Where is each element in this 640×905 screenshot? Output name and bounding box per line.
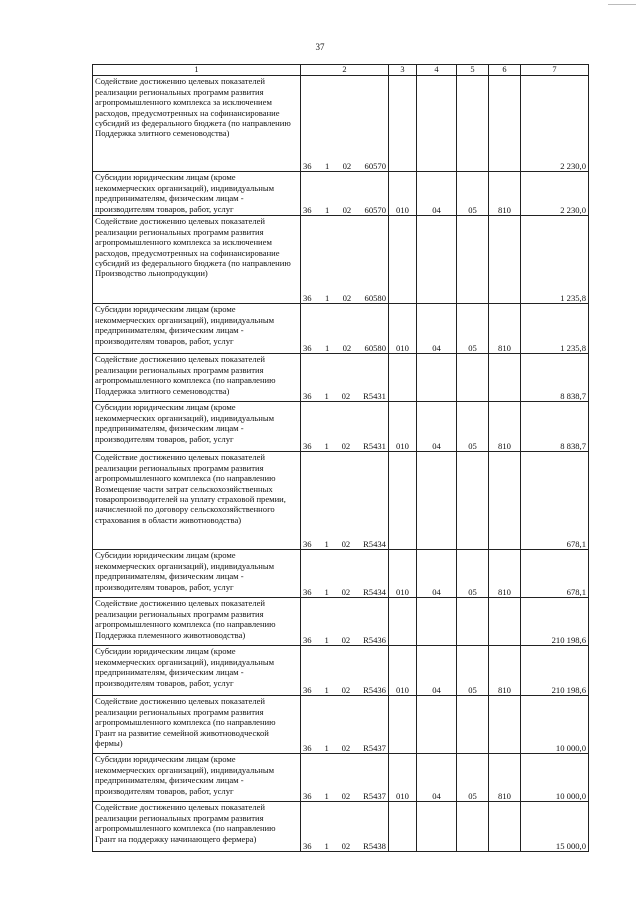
row-amount: 678,1: [521, 452, 589, 550]
row-col-4: [417, 76, 457, 172]
code-direction: R5437: [363, 791, 386, 801]
row-col-6: 810: [489, 304, 521, 354]
row-amount: 210 198,6: [521, 598, 589, 646]
table-row: [93, 304, 589, 354]
code-program: 36: [303, 205, 312, 215]
row-col-6: 810: [489, 172, 521, 216]
row-col-5: 05: [457, 646, 489, 696]
row-code: [301, 802, 389, 852]
row-description: Субсидии юридическим лицам (кроме некоммерческих организаций), индивидуальным предпринимателям, физическим лицам - производителям товаров, работ, услуг: [93, 754, 301, 802]
header-col-1: 1: [93, 65, 301, 76]
code-program: 36: [303, 293, 312, 303]
table-row: [93, 76, 589, 172]
code-program: 36: [303, 685, 312, 695]
row-col-4: [417, 696, 457, 754]
row-col-6: [489, 76, 521, 172]
table-row: [93, 402, 589, 452]
table-row: [93, 696, 589, 754]
row-amount: 210 198,6: [521, 646, 589, 696]
row-col-6: [489, 216, 521, 304]
row-description: Содействие достижению целевых показателей реализации региональных программ развития агропромышленного комплекса за исключением расходов, предусмотренных на софинансирование субсидий из федерального бюджета (по направлению Поддержка элитного семеноводства): [93, 76, 301, 172]
code-event: 02: [341, 841, 351, 851]
row-col-4: [417, 354, 457, 402]
row-code: [301, 354, 389, 402]
row-col-4: [417, 216, 457, 304]
code-direction: R5431: [363, 391, 386, 401]
row-col-6: [489, 354, 521, 402]
row-code: [301, 696, 389, 754]
row-col-3: [389, 452, 417, 550]
row-col-6: 810: [489, 402, 521, 452]
row-code: [301, 550, 389, 598]
code-direction: 60580: [364, 293, 386, 303]
code-direction: R5438: [363, 841, 386, 851]
code-direction: R5437: [363, 743, 386, 753]
row-col-6: 810: [489, 646, 521, 696]
row-code: [301, 646, 389, 696]
code-event: 02: [342, 343, 352, 353]
row-col-4: 04: [417, 754, 457, 802]
row-col-3: [389, 696, 417, 754]
header-row: [93, 65, 589, 76]
code-direction: R5434: [363, 587, 386, 597]
table-row: [93, 550, 589, 598]
code-event: 02: [341, 539, 351, 549]
row-col-4: 04: [417, 646, 457, 696]
row-col-4: 04: [417, 402, 457, 452]
header-col-7: 7: [521, 65, 589, 76]
table-row: [93, 802, 589, 852]
code-program: 36: [303, 343, 312, 353]
code-subprogram: 1: [324, 205, 330, 215]
row-amount: 10 000,0: [521, 696, 589, 754]
header-col-3: 3: [389, 65, 417, 76]
row-col-5: [457, 598, 489, 646]
row-amount: 10 000,0: [521, 754, 589, 802]
row-description: Содействие достижению целевых показателей реализации региональных программ развития агропромышленного комплекса (по направлению Поддержка элитного семеноводства): [93, 354, 301, 402]
row-col-4: [417, 802, 457, 852]
code-program: 36: [303, 161, 312, 171]
row-amount: 1 235,8: [521, 216, 589, 304]
code-subprogram: 1: [324, 587, 329, 597]
row-code: [301, 452, 389, 550]
code-subprogram: 1: [324, 441, 329, 451]
row-code: [301, 216, 389, 304]
row-description: Содействие достижению целевых показателей реализации региональных программ развития агропромышленного комплекса за исключением расходов, предусмотренных на софинансирование субсидий из федерального бюджета (по направлению Производство льнопродукции): [93, 216, 301, 304]
code-program: 36: [303, 539, 312, 549]
code-program: 36: [303, 791, 312, 801]
row-description: Субсидии юридическим лицам (кроме некоммерческих организаций), индивидуальным предпринимателям, физическим лицам - производителям товаров, работ, услуг: [93, 172, 301, 216]
code-event: 02: [341, 635, 351, 645]
table-row: [93, 754, 589, 802]
row-col-5: 05: [457, 550, 489, 598]
row-code: [301, 402, 389, 452]
row-col-5: 05: [457, 172, 489, 216]
table-row: [93, 354, 589, 402]
code-event: 02: [341, 441, 351, 451]
code-event: 02: [341, 743, 351, 753]
row-code: [301, 598, 389, 646]
budget-table: [92, 64, 589, 852]
row-description: Субсидии юридическим лицам (кроме некоммерческих организаций), индивидуальным предпринимателям, физическим лицам - производителям товаров, работ, услуг: [93, 550, 301, 598]
code-subprogram: 1: [324, 161, 330, 171]
row-col-5: [457, 802, 489, 852]
row-col-5: [457, 696, 489, 754]
code-subprogram: 1: [324, 293, 330, 303]
code-subprogram: 1: [324, 343, 330, 353]
code-event: 02: [341, 587, 351, 597]
code-subprogram: 1: [324, 791, 329, 801]
code-subprogram: 1: [324, 685, 329, 695]
header-col-6: 6: [489, 65, 521, 76]
code-direction: R5436: [363, 635, 386, 645]
row-col-4: 04: [417, 550, 457, 598]
header-col-5: 5: [457, 65, 489, 76]
row-col-4: [417, 452, 457, 550]
code-subprogram: 1: [324, 635, 329, 645]
row-col-4: 04: [417, 172, 457, 216]
code-direction: 60570: [364, 205, 386, 215]
table-row: [93, 172, 589, 216]
row-description: Субсидии юридическим лицам (кроме некоммерческих организаций), индивидуальным предпринимателям, физическим лицам - производителям товаров, работ, услуг: [93, 304, 301, 354]
row-description: Содействие достижению целевых показателей реализации региональных программ развития агропромышленного комплекса (по направлению Поддержка племенного животноводства): [93, 598, 301, 646]
table-row: [93, 452, 589, 550]
code-subprogram: 1: [324, 841, 329, 851]
table-row: [93, 646, 589, 696]
row-col-3: 010: [389, 754, 417, 802]
row-col-3: [389, 354, 417, 402]
row-description: Субсидии юридическим лицам (кроме некоммерческих организаций), индивидуальным предпринимателям, физическим лицам - производителям товаров, работ, услуг: [93, 402, 301, 452]
row-amount: 8 838,7: [521, 402, 589, 452]
row-col-5: 05: [457, 754, 489, 802]
row-col-5: 05: [457, 304, 489, 354]
row-col-6: [489, 696, 521, 754]
row-code: [301, 304, 389, 354]
header-col-2: 2: [301, 65, 389, 76]
row-col-3: [389, 216, 417, 304]
row-col-3: 010: [389, 304, 417, 354]
row-col-5: [457, 354, 489, 402]
row-amount: 2 230,0: [521, 76, 589, 172]
code-direction: R5434: [363, 539, 386, 549]
row-col-3: 010: [389, 172, 417, 216]
top-corner-mark: [608, 4, 636, 9]
code-event: 02: [342, 293, 352, 303]
row-amount: 15 000,0: [521, 802, 589, 852]
row-description: Содействие достижению целевых показателей реализации региональных программ развития агропромышленного комплекса (по направлению Грант на развитие семейной животноводческой фермы): [93, 696, 301, 754]
row-col-4: [417, 598, 457, 646]
code-subprogram: 1: [324, 743, 329, 753]
row-col-3: 010: [389, 550, 417, 598]
row-col-5: [457, 452, 489, 550]
code-direction: 60570: [364, 161, 386, 171]
page-number: 37: [315, 42, 325, 52]
row-col-3: [389, 802, 417, 852]
code-subprogram: 1: [324, 391, 329, 401]
row-col-3: 010: [389, 402, 417, 452]
row-description: Субсидии юридическим лицам (кроме некоммерческих организаций), индивидуальным предпринимателям, физическим лицам - производителям товаров, работ, услуг: [93, 646, 301, 696]
row-amount: 678,1: [521, 550, 589, 598]
row-col-6: 810: [489, 754, 521, 802]
row-code: [301, 754, 389, 802]
row-description: Содействие достижению целевых показателей реализации региональных программ развития агропромышленного комплекса (по направлению Грант на поддержку начинающего фермера): [93, 802, 301, 852]
row-col-6: [489, 598, 521, 646]
code-program: 36: [303, 441, 312, 451]
row-col-6: [489, 802, 521, 852]
row-description: Содействие достижению целевых показателей реализации региональных программ развития агропромышленного комплекса (по направлению Возмещение части затрат сельскохозяйственных товаропроизводителей на уплату страховой премии, начисленной по договору сельскохозяйственного страхования в области животноводства): [93, 452, 301, 550]
code-direction: 60580: [364, 343, 386, 353]
code-event: 02: [341, 685, 351, 695]
row-col-4: 04: [417, 304, 457, 354]
row-col-5: 05: [457, 402, 489, 452]
row-code: [301, 76, 389, 172]
row-amount: 2 230,0: [521, 172, 589, 216]
table-row: [93, 216, 589, 304]
code-program: 36: [303, 841, 312, 851]
row-col-5: [457, 216, 489, 304]
row-col-3: 010: [389, 646, 417, 696]
row-amount: 8 838,7: [521, 354, 589, 402]
table-header: [93, 65, 589, 76]
code-program: 36: [303, 391, 312, 401]
table-body: [93, 76, 589, 852]
row-amount: 1 235,8: [521, 304, 589, 354]
code-direction: R5431: [363, 441, 386, 451]
code-event: 02: [342, 161, 352, 171]
row-col-3: [389, 76, 417, 172]
code-program: 36: [303, 743, 312, 753]
header-col-4: 4: [417, 65, 457, 76]
row-col-5: [457, 76, 489, 172]
row-code: [301, 172, 389, 216]
code-program: 36: [303, 587, 312, 597]
code-event: 02: [341, 791, 351, 801]
code-subprogram: 1: [324, 539, 329, 549]
table-row: [93, 598, 589, 646]
row-col-6: 810: [489, 550, 521, 598]
code-event: 02: [342, 205, 352, 215]
row-col-6: [489, 452, 521, 550]
code-event: 02: [341, 391, 351, 401]
row-col-3: [389, 598, 417, 646]
code-program: 36: [303, 635, 312, 645]
code-direction: R5436: [363, 685, 386, 695]
